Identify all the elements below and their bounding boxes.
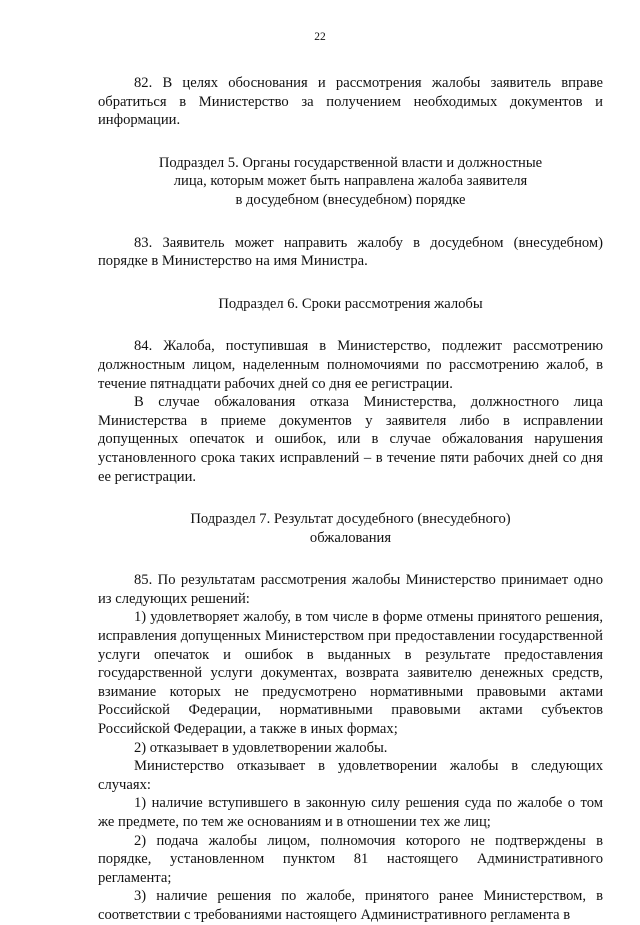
paragraph-85-item-2: 2) отказывает в удовлетворении жалобы. (134, 739, 388, 756)
heading-subsection-5 (98, 154, 603, 210)
heading-line: Подраздел 5. Органы государственной власти и должностные (158, 154, 543, 171)
heading-line: в досудебном (внесудебном) порядке (235, 191, 466, 208)
paragraph-refusal-item-1: 1) наличие вступившего в законную силу решения суда по жалобе о том же предмете, по тем же основаниям и в отношении тех же лиц; (98, 795, 603, 830)
paragraph-82: 82. В целях обоснования и рассмотрения жалобы заявитель вправе обратиться в Министерство за получением необходимых документов и информации. (98, 75, 603, 129)
paragraph-84-appeal: В случае обжалования отказа Министерства, должностного лица Министерства в приеме документов у заявителя либо в исправлении допущенных опечаток и ошибок, или в случае обжалования нарушения установленного срока таких исправлений – в течение пяти рабочих дней со дня ее регистрации. (98, 394, 603, 485)
heading-line: Подраздел 7. Результат досудебного (внесудебного) (190, 511, 511, 528)
heading-line: Подраздел 6. Сроки рассмотрения жалобы (218, 295, 483, 312)
heading-line: обжалования (309, 529, 392, 546)
heading-subsection-7 (98, 510, 603, 547)
heading-line: лица, которым может быть направлена жалоба заявителя (173, 173, 528, 190)
paragraph-refusal-item-3: 3) наличие решения по жалобе, принятого ранее Министерством, в соответствии с требованиями настоящего Административного регламента в (98, 888, 603, 923)
page-number: 22 (314, 31, 326, 43)
paragraph-85: 85. По результатам рассмотрения жалобы Министерство принимает одно из следующих решений: (98, 572, 603, 607)
paragraph-85-item-1: 1) удовлетворяет жалобу, в том числе в форме отмены принятого решения, исправления допущенных Министерством при предоставлении государственной услуги опечаток и ошибок в выданных в результате предоставления государственной услуги документах, возврата заявителю денежных средств, взимание которых не предусмотрено нормативными правовыми актами Российской Федерации, нормативными правовыми актами субъектов Российской Федерации, а также в иных формах; (98, 609, 603, 738)
document-body (98, 74, 603, 925)
paragraph-84: 84. Жалоба, поступившая в Министерство, подлежит рассмотрению должностным лицом, наделенным полномочиями по рассмотрению жалоб, в течение пятнадцати рабочих дней со дня ее регистрации. (98, 338, 603, 392)
heading-subsection-6 (98, 295, 603, 314)
paragraph-refusal-item-2: 2) подача жалобы лицом, полномочия которого не подтверждены в порядке, установленном пунктом 81 настоящего Административного регламента; (98, 832, 603, 886)
paragraph-83: 83. Заявитель может направить жалобу в досудебном (внесудебном) порядке в Министерство на имя Министра. (98, 234, 603, 270)
paragraph-refusal-intro: Министерство отказывает в удовлетворении жалобы в следующих случаях: (98, 758, 603, 793)
